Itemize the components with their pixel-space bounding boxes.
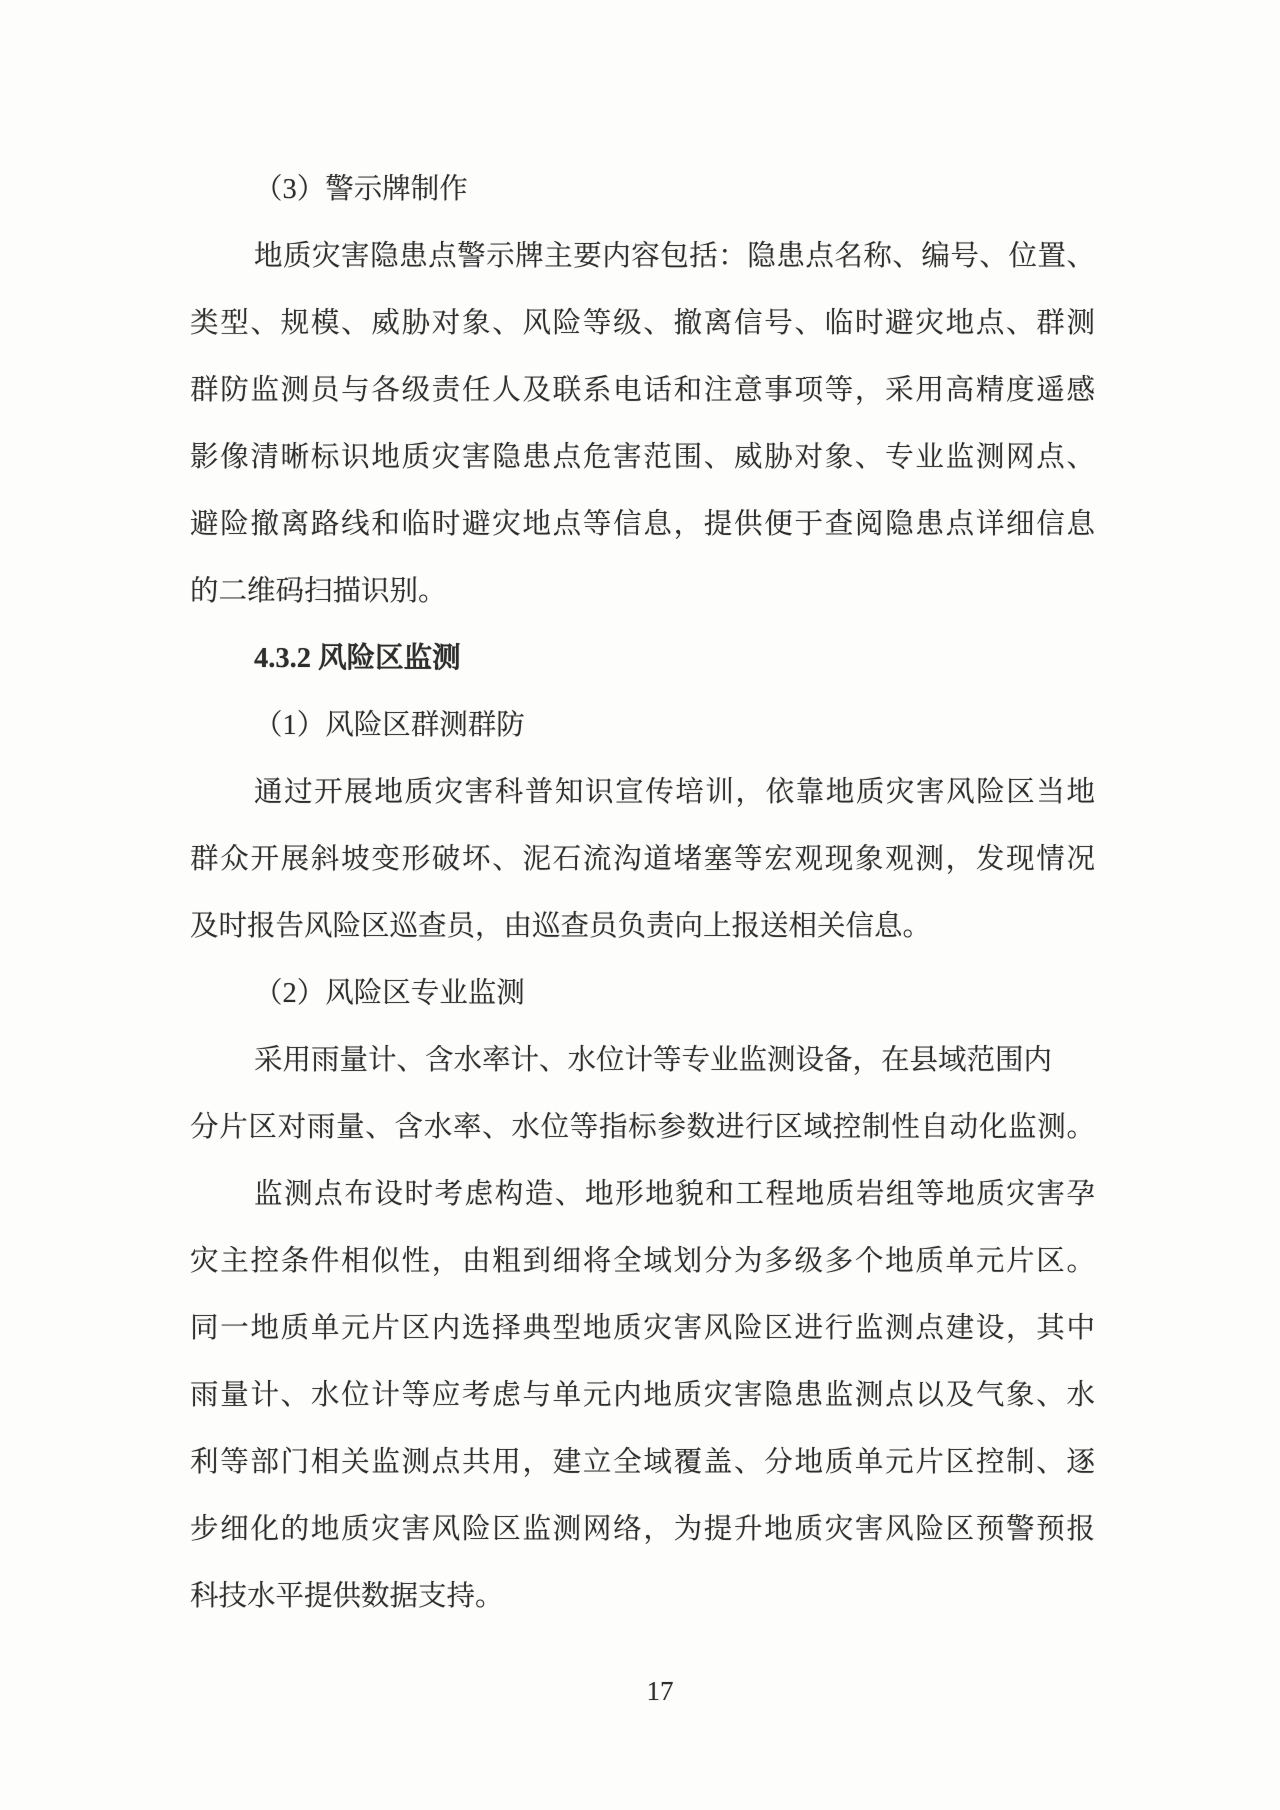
text-line: 及时报告风险区巡查员，由巡查员负责向上报送相关信息。 [190,911,932,942]
text-line: 同一地质单元片区内选择典型地质灾害风险区进行监测点建设，其中 [190,1313,1095,1344]
text-line: 雨量计、水位计等应考虑与单元内地质灾害隐患监测点以及气象、水 [190,1380,1095,1411]
subheading-risk-area-group-monitoring: （1）风险区群测群防 [254,710,525,741]
text-line: 影像清晰标识地质灾害隐患点危害范围、威胁对象、专业监测网点、 [190,442,1095,473]
subheading-warning-sign-production: （3）警示牌制作 [254,174,468,205]
text-line: 群众开展斜坡变形破坏、泥石流沟道堵塞等宏观现象观测，发现情况 [190,844,1095,875]
text-line: 灾主控条件相似性，由粗到细将全域划分为多级多个地质单元片区。 [190,1246,1095,1277]
section-heading-4-3-2: 4.3.2 风险区监测 [254,643,461,674]
text-line: 的二维码扫描识别。 [190,576,447,607]
text-line: 类型、规模、威胁对象、风险等级、撤离信号、临时避灾地点、群测 [190,308,1095,339]
page-number: 17 [646,1676,674,1706]
text-line: 科技水平提供数据支持。 [190,1581,504,1612]
text-line: 避险撤离路线和临时避灾地点等信息，提供便于查阅隐患点详细信息 [190,509,1095,540]
text-line: 监测点布设时考虑构造、地形地貌和工程地质岩组等地质灾害孕 [254,1179,1095,1210]
text-line: 群防监测员与各级责任人及联系电话和注意事项等，采用高精度遥感 [190,375,1095,406]
text-line: 通过开展地质灾害科普知识宣传培训，依靠地质灾害风险区当地 [254,777,1095,808]
text-line: 采用雨量计、含水率计、水位计等专业监测设备，在县域范围内 [254,1045,1053,1076]
text-line: 地质灾害隐患点警示牌主要内容包括：隐患点名称、编号、位置、 [254,241,1095,272]
subheading-risk-area-professional-monitoring: （2）风险区专业监测 [254,978,525,1009]
text-line: 利等部门相关监测点共用，建立全域覆盖、分地质单元片区控制、逐 [190,1447,1095,1478]
text-line: 步细化的地质灾害风险区监测网络，为提升地质灾害风险区预警预报 [190,1514,1095,1545]
text-block [190,156,1095,1630]
text-line: 分片区对雨量、含水率、水位等指标参数进行区域控制性自动化监测。 [190,1112,1095,1143]
